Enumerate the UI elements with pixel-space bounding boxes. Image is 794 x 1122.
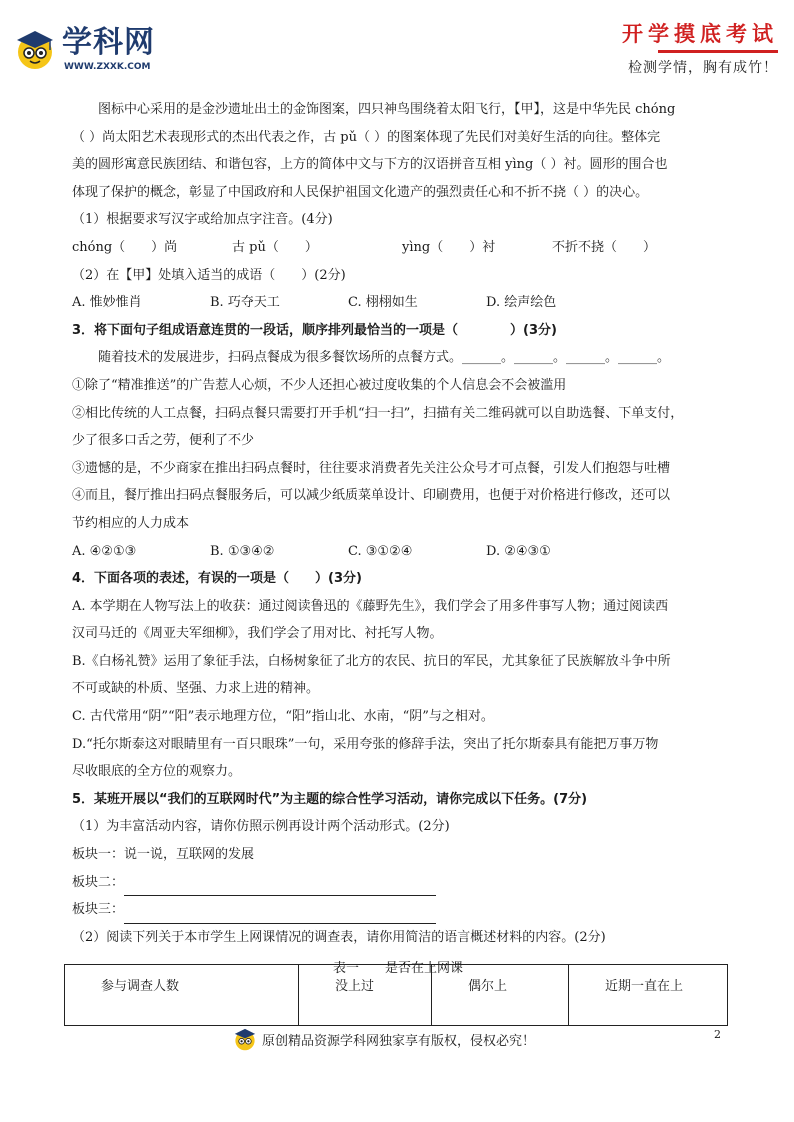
fill-nao: 不折不挠（ ） [552, 239, 657, 255]
fill-ying: yìng（ ）衬 [402, 239, 496, 255]
q3-sentence-2a: ②相比传统的人工点餐，扫码点餐只需要打开手机“扫一扫”，扫描有关二维码就可以自助选餐、下单支付， [72, 405, 684, 421]
logo-url: WWW.ZXXK.COM [64, 62, 151, 72]
q5-block-2-label: 板块二： [72, 874, 125, 890]
mascot-icon [232, 1026, 258, 1052]
q4-b-line-2: 不可或缺的朴质、坚强、力求上进的精神。 [72, 681, 320, 697]
q5-title: 5．某班开展以“我们的互联网时代”为主题的综合性学习活动，请你完成以下任务。(7分) [72, 791, 588, 807]
passage-line-3: 美的圆形寓意民族团结、和谐包容，上方的简体中文与下方的汉语拼音互相 yìng（ ）衬。圆形的围合也 [72, 157, 668, 173]
q5-block-3-row [72, 896, 724, 924]
q1-options [72, 289, 724, 317]
table-header-recently: 近期一直在上 [569, 965, 728, 1026]
passage-line-1: 图标中心采用的是金沙遗址出土的金饰图案，四只神鸟围绕着太阳飞行，【甲】，这是中华先民 chóng [98, 102, 676, 117]
banner-underline [658, 50, 778, 53]
banner-subtitle: 检测学情，胸有成竹！ [628, 60, 778, 76]
table-header-sometimes: 偶尔上 [432, 965, 569, 1026]
fill-chong: chóng（ ）尚 [72, 239, 178, 255]
banner-title: 开学摸底考试 [622, 22, 778, 46]
q4-a-line-2: 汉司马迁的《周亚夫军细柳》，我们学会了用对比、衬托写人物。 [72, 626, 443, 642]
footer [232, 1026, 535, 1052]
q1-sub2: （2）在【甲】处填入适当的成语（ ）(2分) [72, 267, 346, 283]
fill-pu: 古 pǔ（ ） [232, 239, 318, 255]
logo [12, 22, 172, 82]
logo-text: 学科网 [62, 25, 155, 60]
q4-b-line-1: B.《白杨礼赞》运用了象征手法，白杨树象征了北方的农民、抗日的军民，尤其象征了民族解放斗争中所 [72, 653, 671, 669]
q5-block-2-row [72, 869, 724, 897]
table-header-never: 没上过 [299, 965, 432, 1026]
q3-intro: 随着技术的发展进步，扫码点餐成为很多餐饮场所的点餐方式。______。______。______。______。 [98, 350, 671, 366]
survey-table [64, 964, 728, 1026]
passage-line-2: （ ）尚太阳艺术表现形式的杰出代表之作，古 pǔ（ ）的图案体现了先民们对美好生活的向往。整体完 [72, 129, 661, 145]
copyright-text: 原创精品资源学科网独家享有版权，侵权必究！ [262, 1033, 536, 1049]
answer-blank[interactable] [124, 877, 436, 896]
q5-sub2: （2）阅读下列关于本市学生上网课情况的调查表，请你用简洁的语言概述材料的内容。(2分) [72, 929, 606, 945]
q5-sub1: （1）为丰富活动内容，请你仿照示例再设计两个活动形式。(2分) [72, 819, 450, 835]
q4-title: 4．下面各项的表述，有误的一项是（ ）(3分) [72, 571, 362, 587]
q3-sentence-1: ①除了“精准推送”的广告惹人心烦，不少人还担心被过度收集的个人信息会不会被滥用 [72, 377, 567, 393]
table-header-participants: 参与调查人数 [65, 965, 299, 1026]
q3-sentence-3: ③遗憾的是，不少商家在推出扫码点餐时，往往要求消费者先关注公众号才可点餐，引发人们抱怨与吐槽 [72, 460, 671, 476]
option-d: D. ②④③① [486, 543, 551, 559]
q3-sentence-4b: 节约相应的人力成本 [72, 515, 190, 531]
option-b: B. 巧夺天工 [210, 295, 280, 311]
option-b: B. ①③④② [210, 543, 275, 559]
option-d: D. 绘声绘色 [486, 295, 557, 311]
mascot-icon [12, 26, 58, 72]
table-row [65, 965, 728, 1026]
q3-options [72, 538, 724, 566]
q5-block-1: 板块一：说一说，互联网的发展 [72, 847, 255, 863]
page-number: 2 [714, 1028, 721, 1041]
option-a: A. ④②①③ [72, 543, 137, 559]
exam-banner [598, 18, 778, 77]
q4-d-line-1: D.“托尔斯泰这对眼睛里有一百只眼珠”一句，采用夸张的修辞手法，突出了托尔斯泰具有能把万事万物 [72, 736, 659, 752]
option-c: C. 栩栩如生 [348, 295, 418, 311]
q4-d-line-2: 尽收眼底的全方位的观察力。 [72, 764, 242, 780]
option-a: A. 惟妙惟肖 [72, 295, 142, 311]
q4-c-line-1: C. 古代常用“阴”“阳”表示地理方位，“阳”指山北、水南，“阴”与之相对。 [72, 709, 494, 725]
q3-sentence-2b: 少了很多口舌之劳，便利了不少 [72, 433, 255, 449]
q3-sentence-4a: ④而且，餐厅推出扫码点餐服务后，可以减少纸质菜单设计、印刷费用，也便于对价格进行修改，还可以 [72, 488, 671, 504]
question-content [72, 96, 724, 983]
q1-fill-row [72, 234, 724, 262]
table-caption: 表一 是否在上网课 [332, 961, 463, 977]
answer-blank[interactable] [124, 905, 436, 924]
q3-title: 3．将下面句子组成语意连贯的一段话，顺序排列最恰当的一项是（ ）(3分) [72, 322, 557, 338]
q5-block-3-label: 板块三： [72, 902, 125, 918]
passage-line-4: 体现了保护的概念，彰显了中国政府和人民保护祖国文化遗产的强烈责任心和不折不挠（ ）的决心。 [72, 184, 649, 200]
q4-a-line-1: A. 本学期在人物写法上的收获：通过阅读鲁迅的《藤野先生》，我们学会了用多件事写人物；通过阅读西 [72, 598, 669, 614]
q1-sub1: （1）根据要求写汉字或给加点字注音。(4分) [72, 212, 333, 228]
option-c: C. ③①②④ [348, 543, 413, 559]
